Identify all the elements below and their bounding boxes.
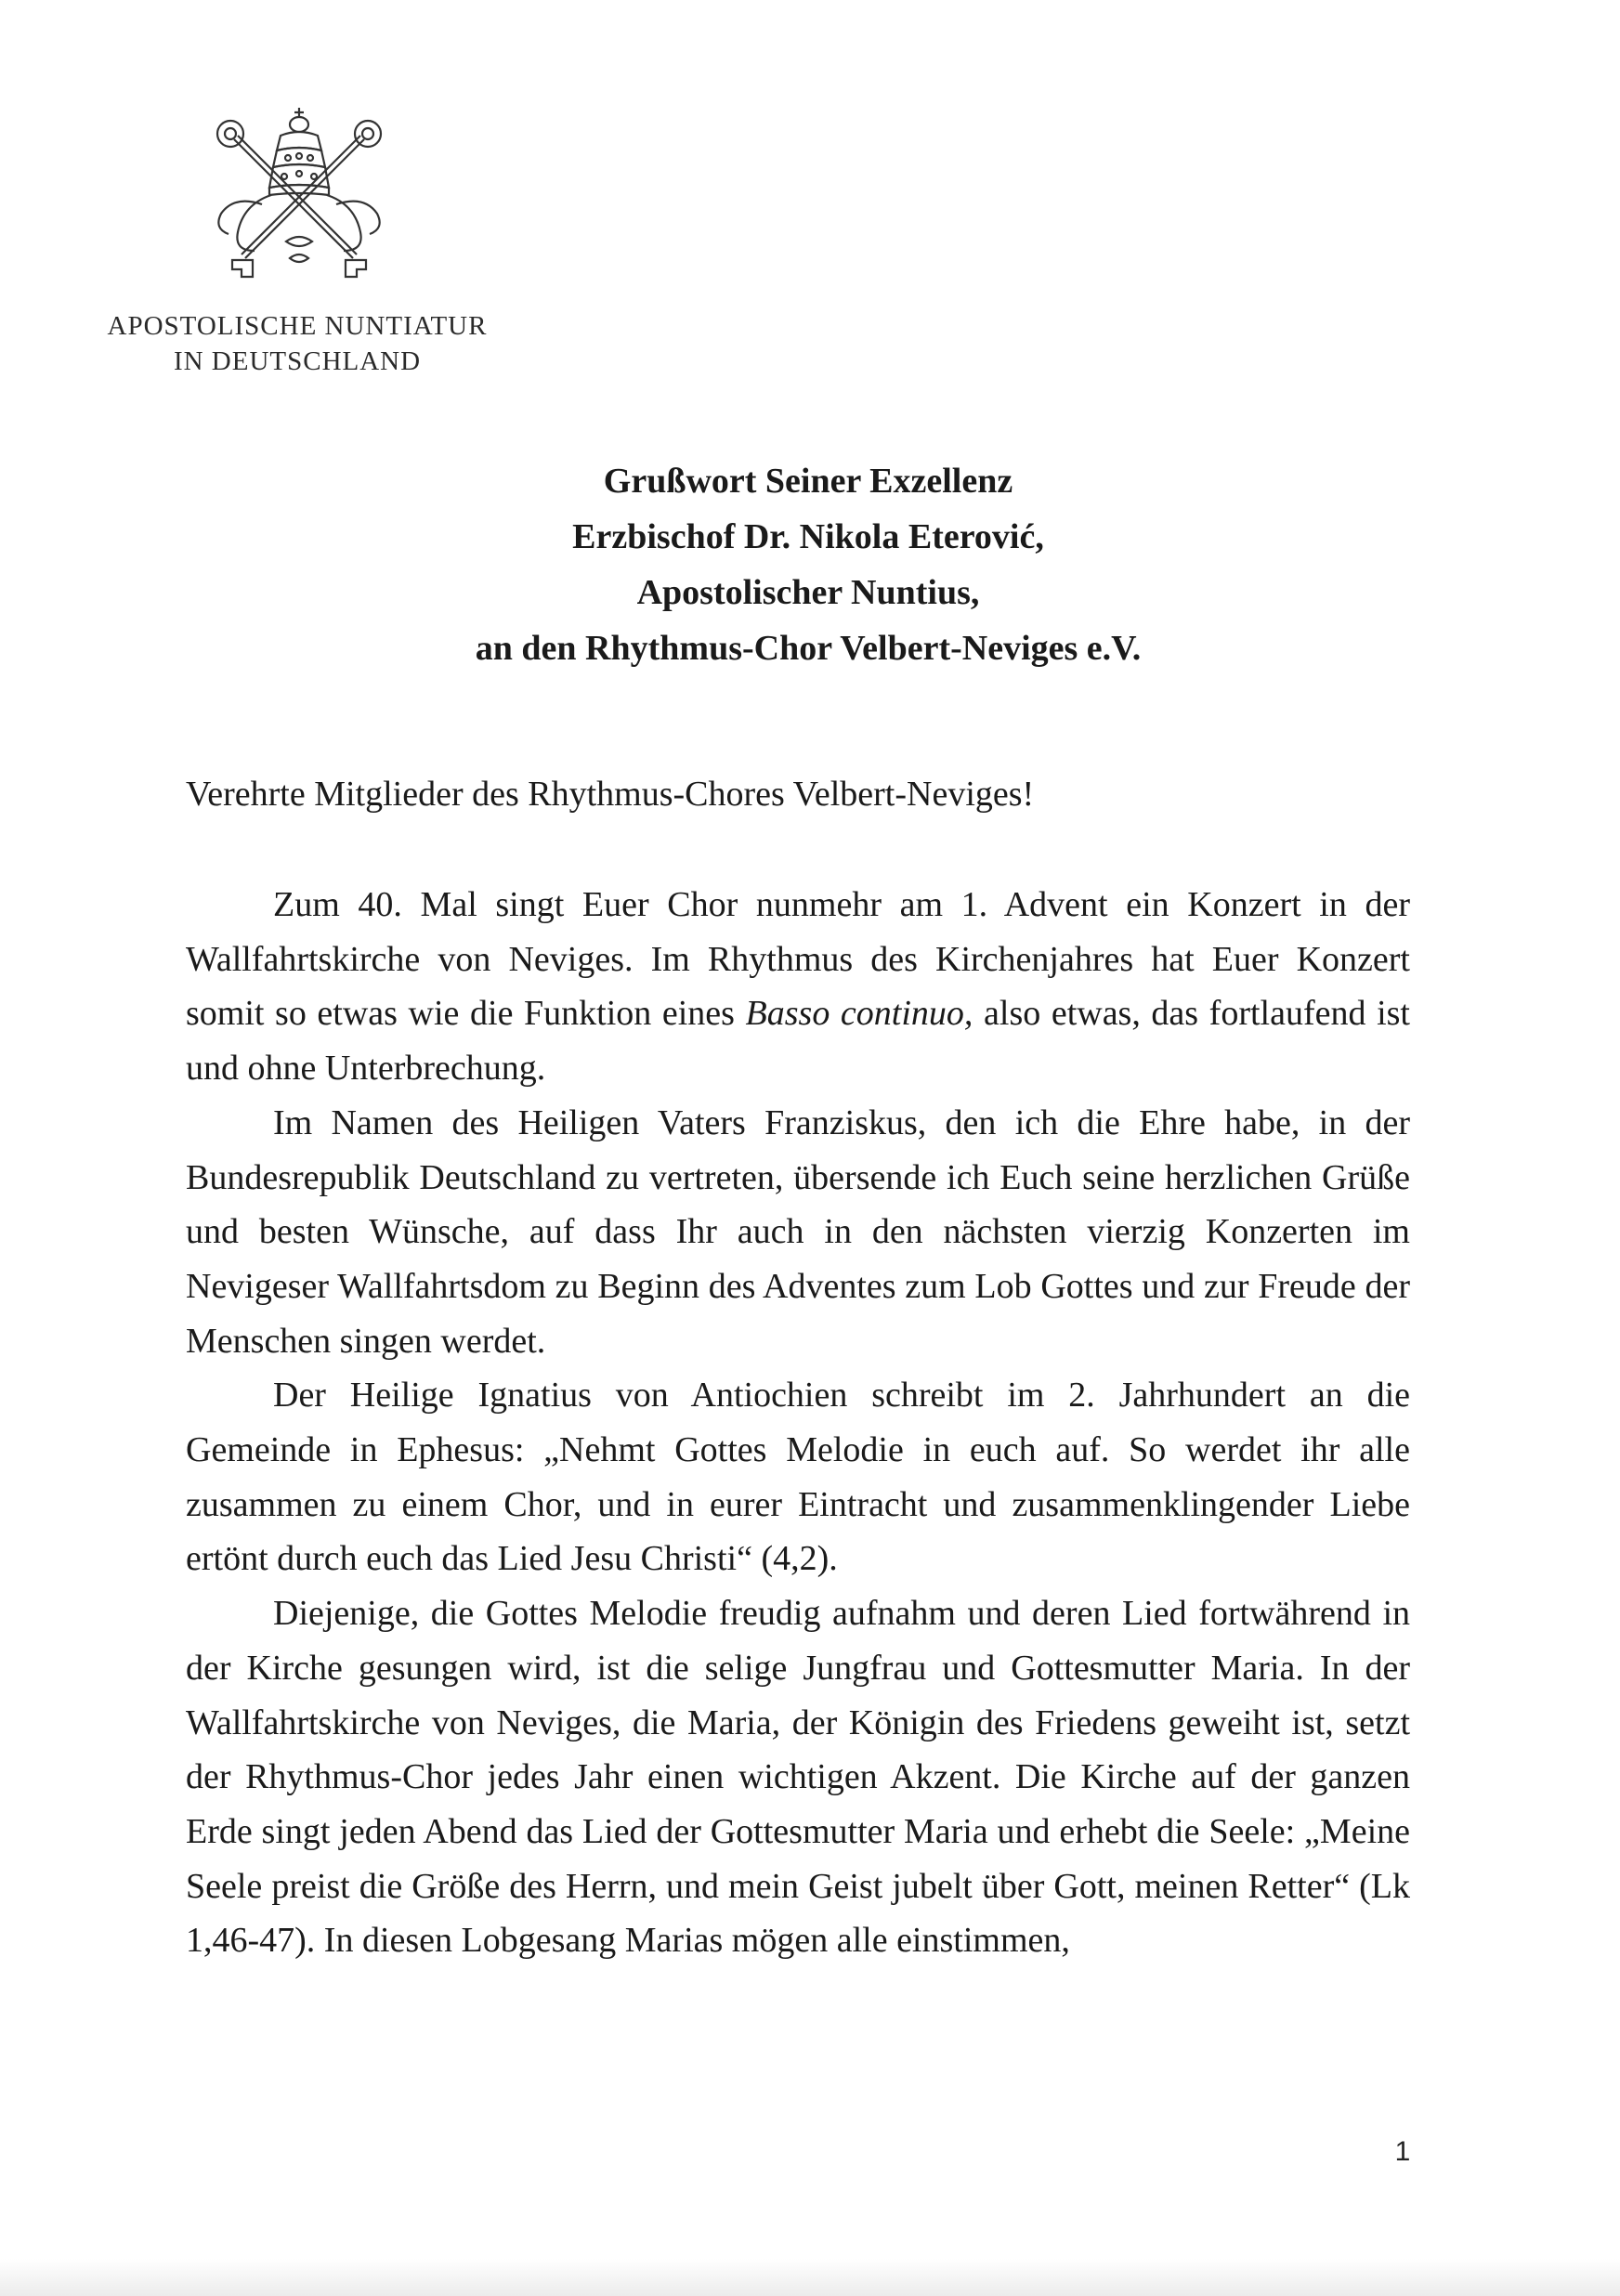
- sender-line-1: APOSTOLISCHE NUNTIATUR: [107, 311, 488, 341]
- paragraph-3: Der Heilige Ignatius von Antiochien schreibt im 2. Jahrhundert an die Gemeinde in Ephesus: „Nehmt Gottes Melodie in euch auf. So werdet ihr alle zusammen zu einem Chor, und in eurer Eintracht und zusammenklingender Liebe ertönt durch euch das Lied Jesu Christi“ (4,2).: [186, 1376, 1410, 1579]
- paragraph-2: Im Namen des Heiligen Vaters Franziskus, den ich die Ehre habe, in der Bundesrepublik Deutschland zu vertreten, übersende ich Euch seine herzlichen Grüße und besten Wünsche, auf dass Ihr auch in den nächsten vierzig Konzerten im Nevigeser Wallfahrtsdom zu Beginn des Adventes zum Lob Gottes und zur Freude der Menschen singen werdet.: [186, 1102, 1410, 1361]
- paragraph-4: Diejenige, die Gottes Melodie freudig aufnahm und deren Lied fortwährend in der Kirche gesungen wird, ist die selige Jungfrau und Gottesmutter Maria. In der Wallfahrtskirche von Neviges, die Maria, der Königin des Friedens geweiht ist, setzt der Rhythmus-Chor jedes Jahr einen wichtigen Akzent. Die Kirche auf der ganzen Erde singt jeden Abend das Lied der Gottesmutter Maria und erhebt die Seele: „Meine Seele preist die Größe des Herrn, und mein Geist jubelt über Gott, meinen Retter“ (Lk 1,46-47). In diesen Lobgesang Marias mögen alle einstimmen,: [186, 1594, 1410, 1961]
- document-title: [279, 453, 1338, 676]
- salutation: Verehrte Mitglieder des Rhythmus-Chores Velbert-Neviges!: [186, 775, 1035, 814]
- title-line-3: Apostolischer Nuntius,: [636, 573, 980, 612]
- page-number: 1: [1394, 2136, 1411, 2167]
- title-line-4: an den Rhythmus-Chor Velbert-Neviges e.V.: [475, 629, 1142, 668]
- scan-bottom-edge: [0, 2259, 1620, 2296]
- letter-body: [186, 878, 1410, 1968]
- title-line-1: Grußwort Seiner Exzellenz: [603, 462, 1013, 501]
- papal-coat-of-arms-icon: [197, 102, 401, 288]
- sender-line-2: IN DEUTSCHLAND: [173, 346, 422, 376]
- paragraph-1-text-a: Zum 40. Mal singt Euer Chor nunmehr am 1. Advent ein Konzert in der Wallfahrtskirche von Neviges. Im Rhythmus des Kirchenjahres hat Euer Konzert somit so etwas wie die Funktion eines: [186, 885, 1410, 1034]
- sender-block: [37, 308, 557, 379]
- paragraph-1-text-b: also etwas, das fortlaufend ist und ohne Unterbrechung.: [186, 994, 1410, 1089]
- paragraph-1-italic: Basso continuo,: [745, 994, 973, 1034]
- title-line-2: Erzbischof Dr. Nikola Eterović,: [572, 517, 1044, 556]
- paragraph-1: [186, 878, 1410, 1096]
